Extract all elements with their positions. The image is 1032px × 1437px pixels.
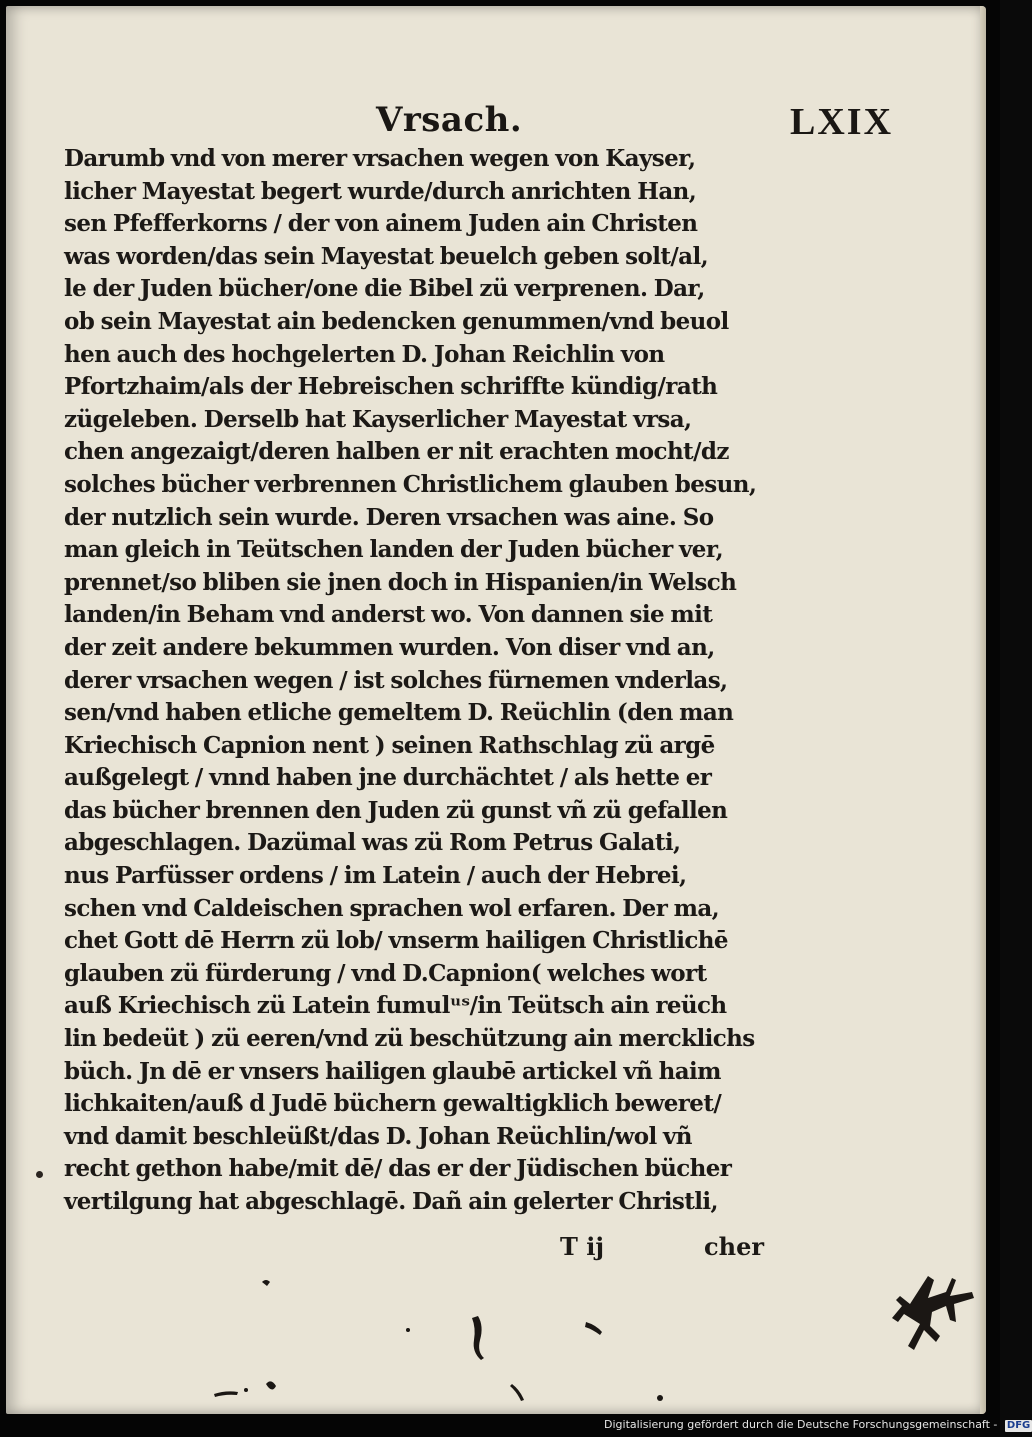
text-line: zügeleben. Derselb hat Kayserlicher Mayestat vrsa, — [64, 405, 692, 433]
text-line: schen vnd Caldeischen sprachen wol erfaren. Der ma, — [64, 894, 720, 922]
text-line: ob sein Mayestat ain bedencken genummen/vnd beuol — [64, 307, 729, 335]
text-line: le der Juden bücher/one die Bibel zü verprenen. Dar, — [64, 275, 705, 303]
text-line: sen Pfefferkorns / der von ainem Juden ain Christen — [64, 210, 698, 238]
text-line: Pfortzhaim/als der Hebreischen schriffte kündig/rath — [64, 373, 718, 401]
text-line: büch. Jn dē er vnsers hailigen glaubē artickel vñ haim — [64, 1057, 721, 1085]
text-line: Kriechisch Capnion nent ) seinen Rathschlag zü argē — [64, 731, 715, 759]
text-line: prennet/so bliben sie jnen doch in Hispanien/in Welsch — [64, 568, 737, 596]
text-line: sen/vnd haben etliche gemeltem D. Reüchlin (den man — [64, 699, 734, 727]
text-line: das bücher brennen den Juden zü gunst vñ zü gefallen — [64, 796, 728, 824]
text-line: vnd damit beschleüßt/das D. Johan Reüchlin/wol vñ — [64, 1122, 692, 1150]
dfg-logo: DFG — [1006, 1420, 1031, 1431]
text-line: licher Mayestat begert wurde/durch anrichten Han, — [64, 177, 697, 205]
stain-mark — [262, 1280, 270, 1286]
stain-mark — [510, 1384, 524, 1401]
stain-mark — [585, 1322, 602, 1335]
text-line: glauben zü fürderung / vnd D.Capnion( welches wort — [64, 959, 707, 987]
text-line: abgeschlagen. Dazümal was zü Rom Petrus Galati, — [64, 829, 681, 857]
text-line: auß Kriechisch zü Latein fumulᵘˢ/in Teütsch ain reüch — [64, 992, 727, 1020]
digitization-credit — [604, 1418, 1032, 1432]
text-line: außgelegt / vnnd haben jne durchächtet / als hette er — [64, 764, 712, 792]
stain-mark — [214, 1391, 238, 1397]
text-line: der nutzlich sein wurde. Deren vrsachen was aine. So — [64, 503, 714, 531]
corner-damage — [892, 1276, 974, 1350]
credit-text: Digitalisierung gefördert durch die Deutsche Forschungsgemeinschaft - — [604, 1418, 998, 1431]
text-line: lichkaiten/auß d Judē büchern gewaltigklich beweret/ — [64, 1090, 722, 1118]
text-line: vertilgung hat abgeschlagē. Dañ ain gelerter Christli, — [64, 1188, 718, 1215]
folio-number: LXIX — [790, 101, 894, 143]
signature-mark: T ij — [560, 1232, 605, 1261]
text-line: recht gethon habe/mit dē/ das er der Jüdischen bücher — [64, 1155, 732, 1183]
catchword: cher — [704, 1232, 764, 1261]
text-line: lin bedeüt ) zü eeren/vnd zü beschützung ain mercklichs — [64, 1025, 755, 1053]
text-line: nus Parfüsser ordens / im Latein / auch der Hebrei, — [64, 862, 687, 890]
text-line: was worden/das sein Mayestat beuelch geben solt/al, — [64, 242, 709, 270]
text-line: chen angezaigt/deren halben er nit erachten mocht/dz — [64, 438, 729, 466]
text-line: solches bücher verbrennen Christlichem glauben besun, — [64, 470, 757, 498]
stain-mark — [266, 1381, 276, 1389]
text-line: derer vrsachen wegen / ist solches fürnemen vnderlas, — [64, 666, 728, 694]
stain-mark — [657, 1395, 663, 1401]
text-line: landen/in Beham vnd anderst wo. Von dannen sie mit — [64, 601, 713, 629]
text-line: hen auch des hochgelerten D. Johan Reichlin von — [64, 340, 665, 368]
stain-mark — [472, 1316, 484, 1360]
running-head: Vrsach. — [376, 100, 523, 140]
text-line: der zeit andere bekummen wurden. Von diser vnd an, — [64, 633, 715, 661]
text-line: Darumb vnd von merer vrsachen wegen von Kayser, — [64, 145, 696, 172]
text-line: man gleich in Teütschen landen der Juden bücher ver, — [64, 536, 724, 564]
text-line: chet Gott dē Herrn zü lob/ vnserm hailigen Christlichē — [64, 927, 728, 955]
stain-mark — [406, 1328, 410, 1332]
stain-mark — [244, 1388, 248, 1392]
